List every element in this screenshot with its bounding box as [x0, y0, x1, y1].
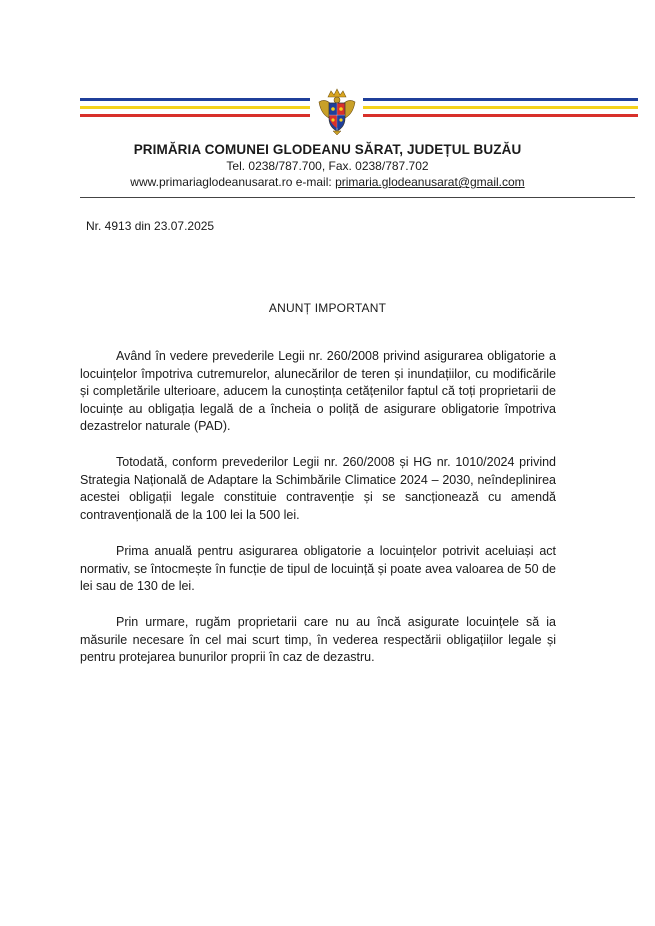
paragraph-request: Prin urmare, rugăm proprietarii care nu au încă asigurate locuințele să ia măsurile necesare în cel mai scurt timp, în vederea respectării obligațiilor legale și pentru protejarea bunurilor proprii în caz de dezastru. [80, 615, 556, 665]
header-band-red-left [80, 114, 310, 117]
header-band-yellow-left [80, 106, 310, 109]
institution-title: PRIMĂRIA COMUNEI GLODEANU SĂRAT, JUDEȚUL BUZĂU [133, 142, 522, 157]
announcement-title: ANUNȚ IMPORTANT [268, 301, 387, 315]
paragraph-penalty: Totodată, conform prevederilor Legii nr. 260/2008 și HG nr. 1010/2024 privind Strategia Națională de Adaptare la Schimbările Climatice 2024 – 2030, neîndeplinirea acestei obligații legale constituie contravenție și se sancționează cu amendă contravențională de la 100 lei la 500 lei. [80, 455, 556, 522]
contact-web-email [0, 175, 655, 189]
contact-phone-fax: Tel. 0238/787.700, Fax. 0238/787.702 [226, 159, 429, 173]
document-reference-number: Nr. 4913 din 23.07.2025 [86, 219, 215, 233]
header-band-red-right [363, 114, 638, 117]
header-band-blue-left [80, 98, 310, 101]
website-link[interactable]: www.primariaglodeanusarat.ro [130, 175, 293, 189]
header-band-blue-right [363, 98, 638, 101]
coat-of-arms-icon [315, 88, 359, 136]
header-divider [80, 197, 635, 198]
paragraph-legal-basis: Având în vedere prevederile Legii nr. 260/2008 privind asigurarea obligatorie a locuințelor împotriva cutremurelor, alunecărilor de teren și inundațiilor, cu modificările și completările ulterioare, aducem la cunoștința cetățenilor faptul că toți proprietarii de locuințe au obligația legală de a încheia o poliță de asigurare obligatorie împotriva dezastrelor naturale (PAD). [80, 349, 556, 434]
email-label: e-mail: [295, 175, 332, 189]
paragraph-premium: Prima anuală pentru asigurarea obligatorie a locuințelor potrivit aceluiași act normativ, se întocmește în funcție de tipul de locuință și poate avea valoarea de 50 de lei sau de 130 de lei. [80, 544, 556, 594]
email-link[interactable]: primaria.glodeanusarat@gmail.com [335, 175, 525, 189]
header-band-yellow-right [363, 106, 638, 109]
